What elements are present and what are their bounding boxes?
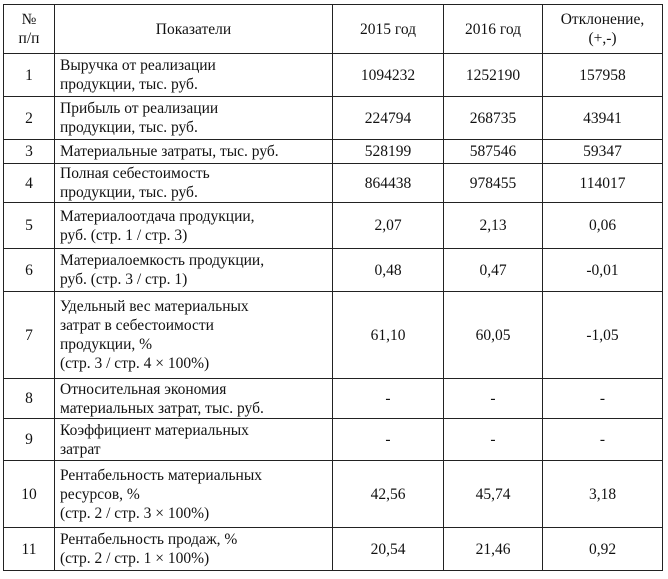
indicator-name [55,292,333,379]
header-2016: 2016 год [444,5,543,54]
value-2016: 21,46 [444,528,543,571]
header-deviation-line-2: (+,-) [588,30,617,47]
indicator-line: Удельный вес материальных [60,298,249,315]
value-deviation: -1,05 [543,292,663,379]
indicator-line: Материальные затраты, тыс. руб. [60,143,279,160]
value-deviation: 114017 [543,164,663,203]
table-row [4,461,663,528]
value-deviation: 43941 [543,97,663,140]
header-deviation-line-1: Отклонение, [560,11,645,28]
indicator-line: ресурсов, % [60,485,140,503]
table-row [4,528,663,571]
value-2015: 42,56 [333,461,444,528]
indicator-line: руб. (стр. 1 / стр. 3) [60,226,188,244]
row-number: 11 [4,528,55,571]
table-row [4,97,663,140]
table-row [4,54,663,97]
indicator-line: Рентабельность материальных [60,466,262,484]
table-row [4,249,663,292]
indicator-line: руб. (стр. 3 / стр. 1) [60,271,188,288]
indicator-line: Рентабельность продаж, % [60,531,238,548]
value-deviation: 0,92 [543,528,663,571]
indicator-name [55,164,333,203]
value-2016: 587546 [444,140,543,164]
value-deviation: - [543,419,663,461]
value-deviation: 0,06 [543,203,663,249]
indicator-name [55,419,333,461]
indicators-table [3,4,663,571]
header-num-line-2: п/п [18,30,40,47]
header-num [4,5,55,54]
indicator-line: Материалоотдача продукции, [60,207,255,225]
indicator-name [55,461,333,528]
value-2016: 0,47 [444,249,543,292]
value-2015: 61,10 [333,292,444,379]
indicator-name [55,140,333,164]
value-2015: 864438 [333,164,444,203]
row-number: 6 [4,249,55,292]
value-deviation: 157958 [543,54,663,97]
row-number: 2 [4,97,55,140]
table-row [4,203,663,249]
row-number: 3 [4,140,55,164]
indicator-name [55,97,333,140]
indicator-line: затрат в себестоимости [60,317,214,334]
header-num-line-1: № [21,11,37,28]
value-2015: 2,07 [333,203,444,249]
value-2015: - [333,419,444,461]
indicator-line: Прибыль от реализации [60,100,219,117]
indicator-line: Выручка от реализации [60,57,216,74]
indicator-line: продукции, тыс. руб. [60,184,198,201]
indicator-line: материальных затрат, тыс. руб. [60,399,264,417]
indicator-line: (стр. 2 / стр. 3 × 100%) [60,504,210,522]
row-number: 4 [4,164,55,203]
value-2015: 528199 [333,140,444,164]
value-2016: - [444,419,543,461]
indicator-line: (стр. 2 / стр. 1 × 100%) [60,550,210,567]
row-number: 8 [4,379,55,419]
indicator-name [55,249,333,292]
value-2016: - [444,379,543,419]
header-deviation [543,5,663,54]
indicator-name [55,528,333,571]
value-2015: 224794 [333,97,444,140]
indicator-line: продукции, тыс. руб. [60,119,198,136]
indicator-line: Материалоемкость продукции, [60,252,265,269]
indicator-line: затрат [60,440,101,458]
indicator-name [55,54,333,97]
indicator-name [55,203,333,249]
value-2015: 0,48 [333,249,444,292]
value-2016: 2,13 [444,203,543,249]
header-indicator: Показатели [55,5,333,54]
indicator-line: (стр. 3 / стр. 4 × 100%) [60,355,210,372]
indicator-line: Относительная экономия [60,380,227,398]
value-2016: 1252190 [444,54,543,97]
row-number: 5 [4,203,55,249]
table-container [3,4,663,571]
row-number: 9 [4,419,55,461]
value-2016: 268735 [444,97,543,140]
indicator-line: продукции, тыс. руб. [60,76,198,93]
table-row [4,164,663,203]
indicator-line: Полная себестоимость [60,165,210,182]
table-row [4,419,663,461]
indicator-line: Коэффициент материальных [60,421,249,439]
header-row [4,5,663,54]
row-number: 1 [4,54,55,97]
value-deviation: 3,18 [543,461,663,528]
indicator-line: продукции, % [60,336,153,353]
value-deviation: 59347 [543,140,663,164]
value-2016: 45,74 [444,461,543,528]
table-row [4,379,663,419]
row-number: 10 [4,461,55,528]
table-row [4,292,663,379]
value-2015: - [333,379,444,419]
table-row [4,140,663,164]
row-number: 7 [4,292,55,379]
indicator-name [55,379,333,419]
value-2015: 1094232 [333,54,444,97]
value-deviation: -0,01 [543,249,663,292]
value-2015: 20,54 [333,528,444,571]
value-2016: 60,05 [444,292,543,379]
value-deviation: - [543,379,663,419]
value-2016: 978455 [444,164,543,203]
header-2015: 2015 год [333,5,444,54]
